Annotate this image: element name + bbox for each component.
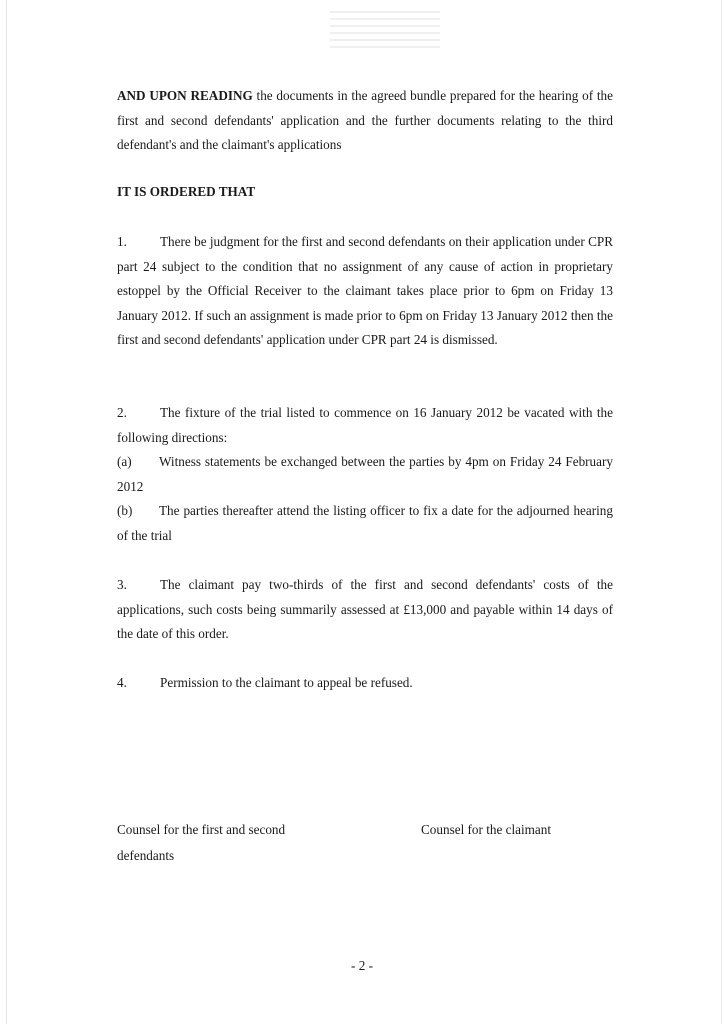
sub-item-label: (b): [117, 503, 133, 518]
page-edge-left: [6, 0, 7, 1024]
sub-item-text: The parties thereafter attend the listing officer to fix a date for the adjourned hearing of the trial: [117, 503, 613, 543]
order-heading: IT IS ORDERED THAT: [117, 184, 256, 199]
reading-text: the documents in the agreed bundle prepared for the hearing of the first and second defendants' application and the further documents relating to the third defendant's and the claimant's applications: [117, 88, 613, 152]
show-through-mark: [330, 8, 440, 48]
sub-item-label: (a): [117, 454, 132, 469]
paragraph-number: 2.: [117, 405, 127, 420]
sub-item-text: Witness statements be exchanged between the parties by 4pm on Friday 24 February 2012: [117, 454, 613, 494]
paragraph-text: Permission to the claimant to appeal be refused.: [160, 675, 413, 690]
paragraph-number: 4.: [117, 675, 127, 690]
paragraph-text: The fixture of the trial listed to commence on 16 January 2012 be vacated with the following directions:: [117, 405, 613, 445]
order-paragraph-3: [117, 573, 613, 647]
paragraph-text: There be judgment for the first and second defendants on their application under CPR part 24 subject to the condition that no assignment of any cause of action in proprietary estoppel by the Official Receiver to the claimant takes place prior to 6pm on Friday 13 January 2012. If such an assignment is made prior to 6pm on Friday 13 January 2012 then the first and second defendants' application under CPR part 24 is dismissed.: [117, 234, 613, 347]
sub-item-a: [117, 450, 613, 499]
signature-left: Counsel for the first and second defendants: [117, 822, 286, 863]
paragraph-number: 3.: [117, 577, 127, 592]
reading-recital: [117, 84, 613, 158]
page-number: - 2 -: [351, 958, 373, 973]
paragraph-number: 1.: [117, 234, 127, 249]
page-edge-right: [721, 0, 722, 1024]
order-paragraph-1: [117, 230, 613, 353]
signature-right: Counsel for the claimant: [421, 822, 552, 837]
reading-lead: AND UPON READING: [117, 88, 253, 103]
order-paragraph-4: [117, 671, 613, 696]
paragraph-text: The claimant pay two-thirds of the first and second defendants' costs of the applications, such costs being summarily assessed at £13,000 and payable within 14 days of the date of this order.: [117, 577, 613, 641]
sub-item-b: [117, 499, 613, 548]
order-paragraph-2: [117, 401, 613, 548]
